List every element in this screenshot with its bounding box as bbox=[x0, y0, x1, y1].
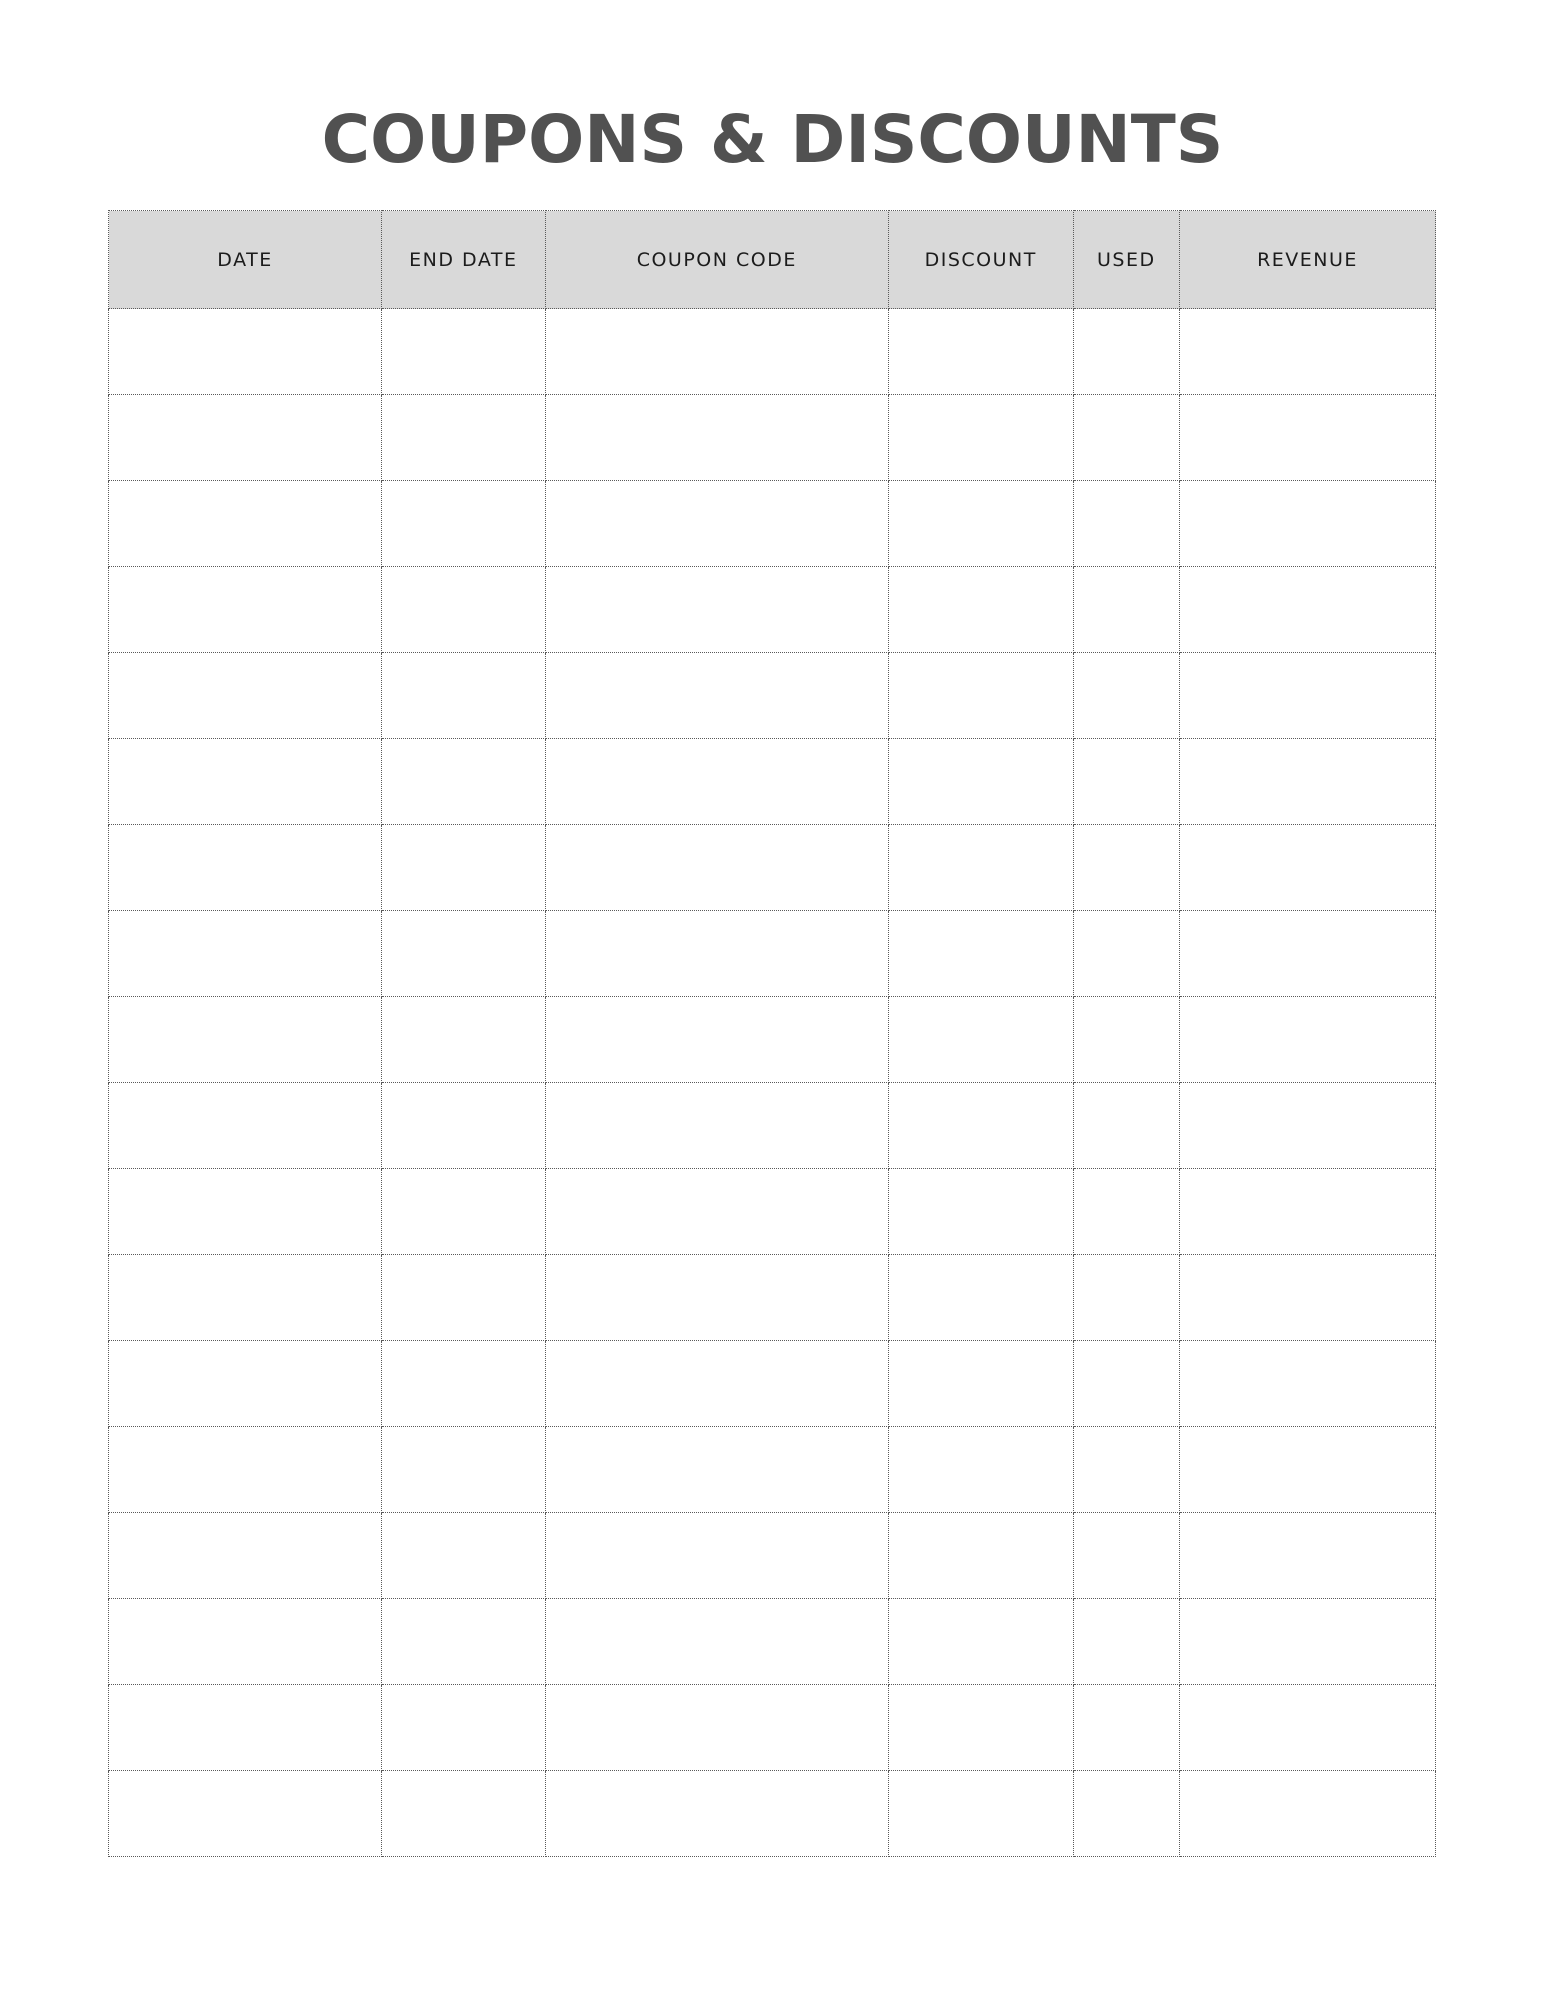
cell-end-date[interactable] bbox=[382, 1599, 546, 1685]
cell-revenue[interactable] bbox=[1179, 1771, 1435, 1857]
cell-revenue[interactable] bbox=[1179, 653, 1435, 739]
cell-used[interactable] bbox=[1073, 1341, 1179, 1427]
column-header-date: DATE bbox=[109, 211, 382, 309]
cell-date[interactable] bbox=[109, 1427, 382, 1513]
cell-coupon-code[interactable] bbox=[545, 1341, 888, 1427]
cell-discount[interactable] bbox=[888, 653, 1073, 739]
cell-end-date[interactable] bbox=[382, 1341, 546, 1427]
table-row bbox=[109, 1427, 1436, 1513]
column-header-used: USED bbox=[1073, 211, 1179, 309]
table-row bbox=[109, 997, 1436, 1083]
table-row bbox=[109, 1169, 1436, 1255]
cell-end-date[interactable] bbox=[382, 997, 546, 1083]
table-row bbox=[109, 309, 1436, 395]
cell-date[interactable] bbox=[109, 911, 382, 997]
cell-end-date[interactable] bbox=[382, 481, 546, 567]
cell-used[interactable] bbox=[1073, 911, 1179, 997]
cell-coupon-code[interactable] bbox=[545, 1685, 888, 1771]
cell-discount[interactable] bbox=[888, 1427, 1073, 1513]
cell-discount[interactable] bbox=[888, 1341, 1073, 1427]
cell-used[interactable] bbox=[1073, 1427, 1179, 1513]
table-row bbox=[109, 395, 1436, 481]
page-title: COUPONS & DISCOUNTS bbox=[321, 101, 1224, 178]
cell-coupon-code[interactable] bbox=[545, 1083, 888, 1169]
cell-revenue[interactable] bbox=[1179, 1599, 1435, 1685]
cell-used[interactable] bbox=[1073, 567, 1179, 653]
cell-end-date[interactable] bbox=[382, 739, 546, 825]
cell-discount[interactable] bbox=[888, 567, 1073, 653]
cell-date[interactable] bbox=[109, 825, 382, 911]
table-header bbox=[109, 211, 1436, 309]
column-header-coupon-code: COUPON CODE bbox=[545, 211, 888, 309]
cell-discount[interactable] bbox=[888, 481, 1073, 567]
cell-date[interactable] bbox=[109, 653, 382, 739]
cell-end-date[interactable] bbox=[382, 1685, 546, 1771]
cell-coupon-code[interactable] bbox=[545, 1771, 888, 1857]
cell-discount[interactable] bbox=[888, 1685, 1073, 1771]
cell-discount[interactable] bbox=[888, 739, 1073, 825]
cell-coupon-code[interactable] bbox=[545, 1169, 888, 1255]
cell-used[interactable] bbox=[1073, 1255, 1179, 1341]
cell-discount[interactable] bbox=[888, 1599, 1073, 1685]
cell-coupon-code[interactable] bbox=[545, 825, 888, 911]
cell-used[interactable] bbox=[1073, 1083, 1179, 1169]
cell-coupon-code[interactable] bbox=[545, 1599, 888, 1685]
cell-revenue[interactable] bbox=[1179, 309, 1435, 395]
cell-revenue[interactable] bbox=[1179, 1427, 1435, 1513]
cell-used[interactable] bbox=[1073, 739, 1179, 825]
cell-coupon-code[interactable] bbox=[545, 1513, 888, 1599]
cell-date[interactable] bbox=[109, 1513, 382, 1599]
table-row bbox=[109, 567, 1436, 653]
cell-coupon-code[interactable] bbox=[545, 739, 888, 825]
cell-revenue[interactable] bbox=[1179, 739, 1435, 825]
cell-date[interactable] bbox=[109, 309, 382, 395]
cell-used[interactable] bbox=[1073, 395, 1179, 481]
cell-coupon-code[interactable] bbox=[545, 911, 888, 997]
cell-used[interactable] bbox=[1073, 309, 1179, 395]
cell-end-date[interactable] bbox=[382, 1513, 546, 1599]
table-row bbox=[109, 911, 1436, 997]
cell-coupon-code[interactable] bbox=[545, 567, 888, 653]
cell-date[interactable] bbox=[109, 1685, 382, 1771]
cell-discount[interactable] bbox=[888, 997, 1073, 1083]
cell-date[interactable] bbox=[109, 1083, 382, 1169]
cell-discount[interactable] bbox=[888, 1083, 1073, 1169]
cell-used[interactable] bbox=[1073, 653, 1179, 739]
cell-date[interactable] bbox=[109, 739, 382, 825]
cell-coupon-code[interactable] bbox=[545, 997, 888, 1083]
cell-end-date[interactable] bbox=[382, 309, 546, 395]
cell-date[interactable] bbox=[109, 1341, 382, 1427]
cell-used[interactable] bbox=[1073, 1771, 1179, 1857]
cell-end-date[interactable] bbox=[382, 567, 546, 653]
cell-revenue[interactable] bbox=[1179, 911, 1435, 997]
cell-end-date[interactable] bbox=[382, 911, 546, 997]
table-row bbox=[109, 1255, 1436, 1341]
cell-discount[interactable] bbox=[888, 309, 1073, 395]
cell-used[interactable] bbox=[1073, 997, 1179, 1083]
cell-end-date[interactable] bbox=[382, 1083, 546, 1169]
cell-used[interactable] bbox=[1073, 1599, 1179, 1685]
cell-revenue[interactable] bbox=[1179, 1083, 1435, 1169]
cell-revenue[interactable] bbox=[1179, 1685, 1435, 1771]
cell-coupon-code[interactable] bbox=[545, 1255, 888, 1341]
cell-date[interactable] bbox=[109, 567, 382, 653]
coupons-table bbox=[108, 210, 1436, 1857]
cell-end-date[interactable] bbox=[382, 1169, 546, 1255]
cell-date[interactable] bbox=[109, 1599, 382, 1685]
table-row bbox=[109, 481, 1436, 567]
table-row bbox=[109, 1685, 1436, 1771]
cell-revenue[interactable] bbox=[1179, 1513, 1435, 1599]
cell-revenue[interactable] bbox=[1179, 1169, 1435, 1255]
cell-date[interactable] bbox=[109, 997, 382, 1083]
table-row bbox=[109, 825, 1436, 911]
cell-discount[interactable] bbox=[888, 1513, 1073, 1599]
cell-discount[interactable] bbox=[888, 395, 1073, 481]
table-row bbox=[109, 653, 1436, 739]
cell-revenue[interactable] bbox=[1179, 567, 1435, 653]
cell-end-date[interactable] bbox=[382, 825, 546, 911]
column-header-end-date: END DATE bbox=[382, 211, 546, 309]
cell-used[interactable] bbox=[1073, 1513, 1179, 1599]
table-row bbox=[109, 1083, 1436, 1169]
cell-end-date[interactable] bbox=[382, 1427, 546, 1513]
cell-end-date[interactable] bbox=[382, 653, 546, 739]
cell-date[interactable] bbox=[109, 1771, 382, 1857]
cell-revenue[interactable] bbox=[1179, 1255, 1435, 1341]
cell-coupon-code[interactable] bbox=[545, 481, 888, 567]
cell-discount[interactable] bbox=[888, 1255, 1073, 1341]
cell-discount[interactable] bbox=[888, 911, 1073, 997]
cell-revenue[interactable] bbox=[1179, 1341, 1435, 1427]
column-header-discount: DISCOUNT bbox=[888, 211, 1073, 309]
table-row bbox=[109, 1771, 1436, 1857]
cell-revenue[interactable] bbox=[1179, 395, 1435, 481]
cell-revenue[interactable] bbox=[1179, 481, 1435, 567]
table-row bbox=[109, 1341, 1436, 1427]
cell-revenue[interactable] bbox=[1179, 825, 1435, 911]
cell-used[interactable] bbox=[1073, 1685, 1179, 1771]
cell-coupon-code[interactable] bbox=[545, 309, 888, 395]
cell-coupon-code[interactable] bbox=[545, 395, 888, 481]
cell-used[interactable] bbox=[1073, 1169, 1179, 1255]
cell-end-date[interactable] bbox=[382, 1771, 546, 1857]
table-row bbox=[109, 1599, 1436, 1685]
cell-discount[interactable] bbox=[888, 1771, 1073, 1857]
cell-date[interactable] bbox=[109, 1169, 382, 1255]
cell-date[interactable] bbox=[109, 395, 382, 481]
table-row bbox=[109, 739, 1436, 825]
cell-date[interactable] bbox=[109, 1255, 382, 1341]
cell-discount[interactable] bbox=[888, 825, 1073, 911]
cell-coupon-code[interactable] bbox=[545, 1427, 888, 1513]
table-body bbox=[109, 309, 1436, 1857]
cell-used[interactable] bbox=[1073, 481, 1179, 567]
cell-revenue[interactable] bbox=[1179, 997, 1435, 1083]
cell-coupon-code[interactable] bbox=[545, 653, 888, 739]
header-row bbox=[109, 211, 1436, 309]
table-row bbox=[109, 1513, 1436, 1599]
cell-date[interactable] bbox=[109, 481, 382, 567]
cell-discount[interactable] bbox=[888, 1169, 1073, 1255]
cell-used[interactable] bbox=[1073, 825, 1179, 911]
column-header-revenue: REVENUE bbox=[1179, 211, 1435, 309]
cell-end-date[interactable] bbox=[382, 395, 546, 481]
cell-end-date[interactable] bbox=[382, 1255, 546, 1341]
